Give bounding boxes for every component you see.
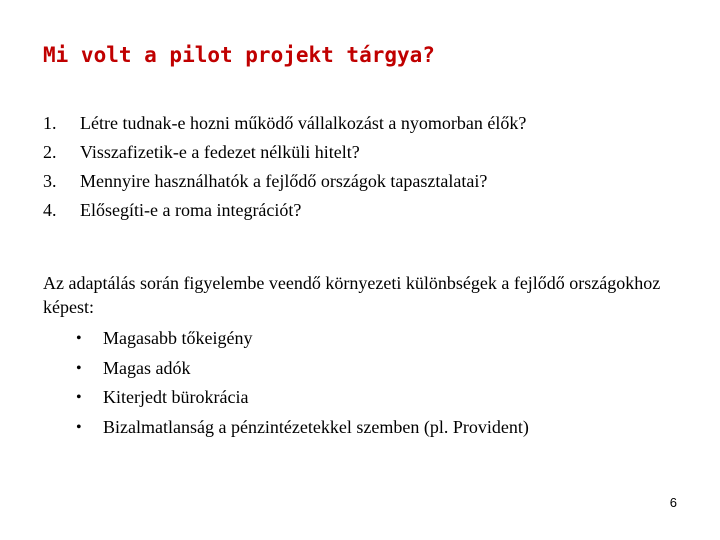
question-item xyxy=(43,138,526,167)
question-number: 2. xyxy=(43,142,57,162)
bullet-icon: • xyxy=(76,330,82,347)
question-item xyxy=(43,109,526,138)
difference-item xyxy=(76,383,529,413)
bullet-icon: • xyxy=(76,418,82,436)
slide-title: Mi volt a pilot projekt tárgya? xyxy=(43,43,435,67)
difference-item xyxy=(76,354,529,384)
question-text: Létre tudnak-e hozni működő vállalkozást a nyomorban élők? xyxy=(80,113,527,133)
page-number: 6 xyxy=(669,495,677,510)
question-text: Elősegíti-e a roma integrációt? xyxy=(80,200,302,220)
bullet-icon: • xyxy=(76,389,82,406)
question-number: 1. xyxy=(43,113,57,133)
question-item xyxy=(43,167,526,196)
difference-text: Bizalmatlanság a pénzintézetekkel szemben (pl. Provident) xyxy=(103,416,529,437)
difference-item xyxy=(76,413,529,443)
bullet-icon: • xyxy=(76,359,82,377)
question-item xyxy=(43,196,526,225)
difference-list xyxy=(76,324,529,442)
difference-item xyxy=(76,324,529,354)
question-number: 4. xyxy=(43,200,57,220)
question-text: Mennyire használhatók a fejlődő országok tapasztalatai? xyxy=(80,171,488,191)
difference-text: Magasabb tőkeigény xyxy=(103,328,253,348)
difference-text: Kiterjedt bürokrácia xyxy=(103,387,249,407)
question-number: 3. xyxy=(43,171,57,191)
difference-text: Magas adók xyxy=(103,357,191,378)
question-text: Visszafizetik-e a fedezet nélküli hitelt? xyxy=(80,142,360,162)
question-list xyxy=(43,109,526,225)
intro-paragraph: Az adaptálás során figyelembe veendő környezeti különbségek a fejlődő országokhoz képest: xyxy=(43,273,661,317)
